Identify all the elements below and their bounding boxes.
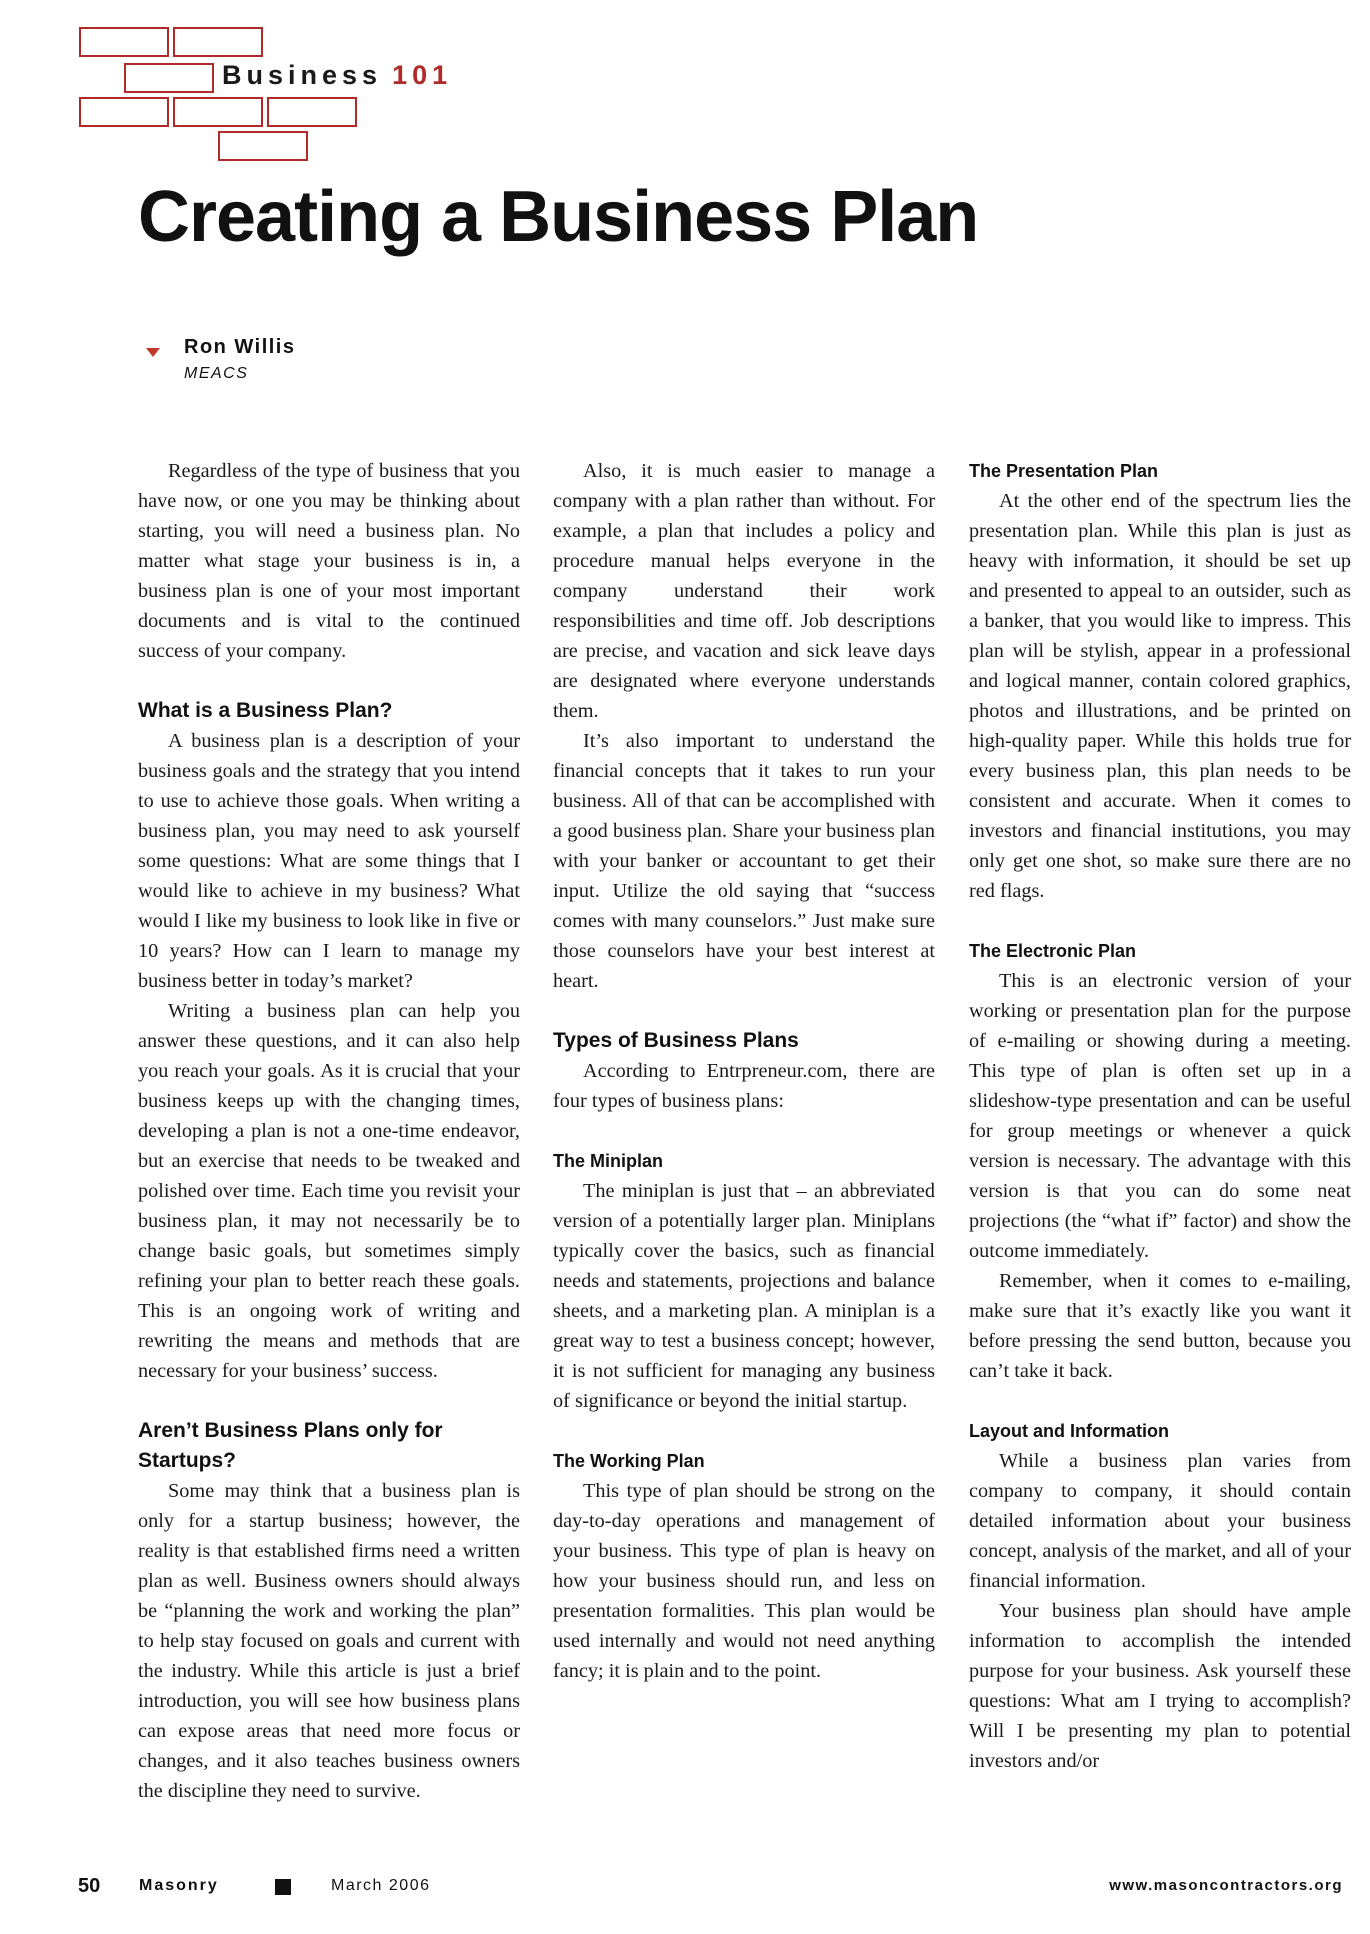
body-paragraph: Your business plan should have ample information to accomplish the intended purpose for your business. Ask yourself these questions: What am I trying to accomplish? Will I be presenting my plan to potential investors and/or [969,1600,1351,1772]
heading-types: Types of Business Plans [553,1029,799,1052]
brick-shape [173,27,263,57]
author-name: Ron Willis [184,336,296,358]
heading-miniplan: The Miniplan [553,1151,663,1171]
author-affiliation: MEACS [184,365,249,382]
body-paragraph: Some may think that a business plan is only for a startup business; however, the reality is that established firms need a written plan as well. Business owners should always be “planning the work and working the plan” to help stay focused on goals and current with the industry. While this article is just a brief introduction, you will see how business plans can expose areas that need more focus or changes, and it also teaches business owners the discipline they need to survive. [138,1480,520,1802]
byline-arrow-icon [146,348,160,357]
body-paragraph: At the other end of the spectrum lies the presentation plan. While this plan is just as heavy with information, it should be set up and presented to appeal to an outsider, such as a banker, that you would like to impress. This plan will be stylish, appear in a professional and logical manner, contain colored graphics, photos and illustrations, and be printed on high-quality paper. While this holds true for every business plan, this plan needs to be consistent and accurate. When it comes to investors and financial institutions, you may only get one shot, so make sure there are no red flags. [969,490,1351,902]
separator-square-icon [275,1879,291,1895]
brick-shape [124,63,214,93]
body-paragraph: Also, it is much easier to manage a company with a plan rather than without. For example, a plan that includes a policy and procedure manual helps everyone in the company understand their work responsibilities and time off. Job descriptions are precise, and vacation and sick leave days are designated where everyone understands them. [553,460,935,722]
brick-shape [218,131,308,161]
brick-shape [79,97,169,127]
heading-presentation-plan: The Presentation Plan [969,461,1159,481]
article-column-3 [969,456,1351,1776]
magazine-name: Masonry [139,1877,219,1894]
intro-paragraph: Regardless of the type of business that you have now, or one you may be thinking about starting, you will need a business plan. No matter what stage your business is in, a business plan is one of your most important documents and is vital to the continued success of your company. [138,460,520,662]
page-number: 50 [78,1875,101,1897]
heading-startups: Aren’t Business Plans only for Startups? [138,1419,443,1472]
heading-layout-information: Layout and Information [969,1421,1169,1441]
article-column-2-body [553,456,935,1686]
section-kicker-number: 101 [392,60,453,90]
body-paragraph: It’s also important to understand the financial concepts that it takes to run your business. All of that can be accomplished with a good business plan. Share your business plan with your banker or accountant to get their input. Utilize the old saying that “success comes with many counselors.” Just make sure those counselors have your best interest at heart. [553,730,935,992]
section-kicker-word: Business [222,60,383,90]
body-paragraph: This type of plan should be strong on the day-to-day operations and management of your business. This type of plan is heavy on how your business should run, and less on presentation formalities. This plan would be used internally and would not need anything fancy; it is plain and to the point. [553,1480,935,1682]
body-paragraph: This is an electronic version of your working or presentation plan for the purpose of e-mailing or showing during a meeting. This type of plan is often set up in a slideshow-type presentation and can be useful for group meetings or whenever a quick version is necessary. The advantage with this version is that you can do some neat projections (the “what if” factor) and show the outcome immediately. [969,970,1351,1262]
brick-shape [79,27,169,57]
body-paragraph: Writing a business plan can help you answer these questions, and it can also help you reach your goals. As it is crucial that your business keeps up with the changing times, developing a plan is not a one-time endeavor, but an exercise that needs to be tweaked and polished over time. Each time you revisit your business plan, it may not necessarily be to change basic goals, but sometimes simply refining your plan to better reach these goals. This is an ongoing work of writing and rewriting the means and methods that are necessary for your business’ success. [138,1000,520,1382]
body-paragraph: While a business plan varies from company to company, it should contain detailed information about your business concept, analysis of the market, and all of your financial information. [969,1450,1351,1592]
brick-shape [267,97,357,127]
article-column-1 [138,456,520,1806]
heading-electronic-plan: The Electronic Plan [969,941,1137,961]
article-title: Creating a Business Plan [138,177,979,257]
brick-shape [173,97,263,127]
website-url[interactable]: www.masoncontractors.org [1109,1877,1343,1894]
heading-what-is: What is a Business Plan? [138,699,393,722]
heading-working-plan: The Working Plan [553,1451,705,1471]
section-kicker [222,60,452,91]
body-paragraph: According to Entrpreneur.com, there are four types of business plans: [553,1060,935,1112]
body-paragraph: The miniplan is just that – an abbreviated version of a potentially larger plan. Miniplans typically cover the basics, such as financial needs and statements, projections and balance sheets, and a marketing plan. A miniplan is a great way to test a business concept; however, it is not sufficient for managing any business of significance or beyond the initial startup. [553,1180,935,1412]
issue-date: March 2006 [331,1877,431,1894]
body-paragraph: A business plan is a description of your business goals and the strategy that you intend to use to achieve those goals. When writing a business plan, you may need to ask yourself some questions: What are some things that I would like to achieve in my business? What would I like my business to look like in five or 10 years? How can I learn to manage my business better in today’s market? [138,730,520,992]
body-paragraph: Remember, when it comes to e-mailing, make sure that it’s exactly like you want it before pressing the send button, because you can’t take it back. [969,1270,1351,1382]
